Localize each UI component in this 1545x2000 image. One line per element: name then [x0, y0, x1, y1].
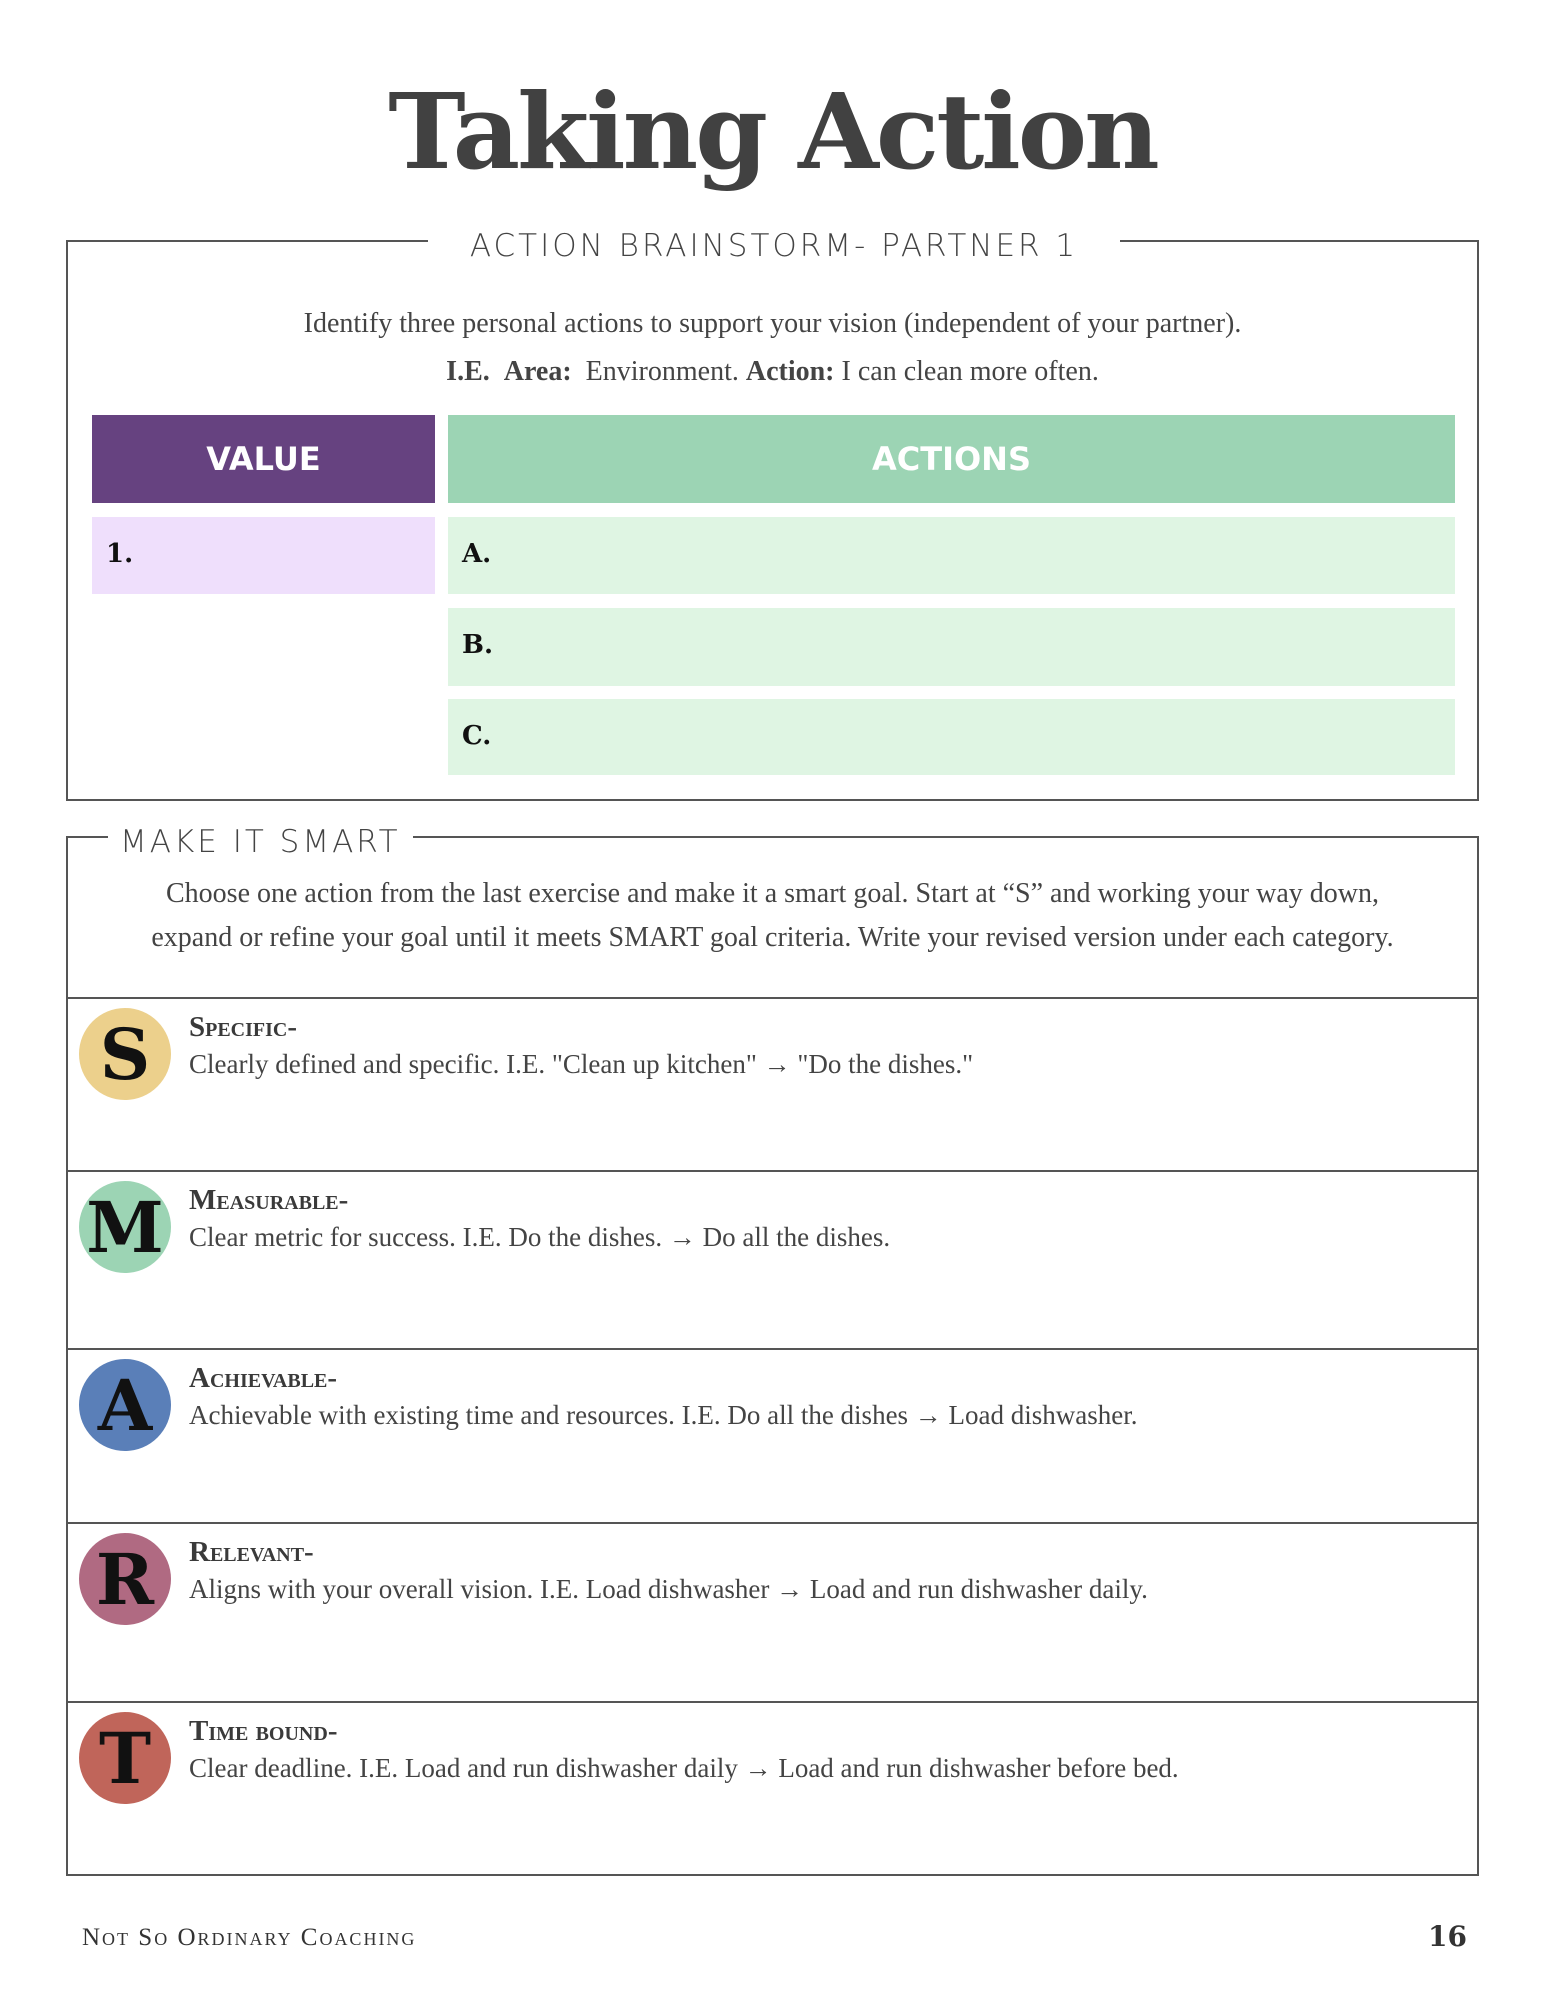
row-divider	[66, 997, 1479, 999]
achievable-heading: Achievable-	[189, 1362, 338, 1394]
area-value: Environment.	[585, 356, 739, 387]
achievable-letter-icon: A	[79, 1359, 171, 1451]
relevant-letter-icon: R	[79, 1533, 171, 1625]
brainstorm-legend: ACTION BRAINSTORM- PARTNER 1	[428, 228, 1120, 264]
time-bound-answer-area[interactable]	[189, 1796, 1459, 1866]
value-header: VALUE	[92, 415, 435, 503]
specific-answer-area[interactable]	[189, 1092, 1459, 1162]
time-bound-description: Clear deadline. I.E. Load and run dishwasher daily → Load and run dishwasher before bed.	[189, 1753, 1179, 1783]
action-value: I can clean more often.	[841, 356, 1099, 387]
value-field-1[interactable]: 1.	[92, 517, 435, 594]
smart-legend: MAKE IT SMART	[108, 824, 413, 860]
relevant-description: Aligns with your overall vision. I.E. Load dishwasher → Load and run dishwasher daily.	[189, 1574, 1148, 1604]
measurable-answer-area[interactable]	[189, 1265, 1459, 1335]
area-label: Area:	[503, 356, 572, 387]
time-bound-letter-icon: T	[79, 1712, 171, 1804]
action-field-b[interactable]: B.	[448, 608, 1455, 686]
specific-heading: Specific-	[189, 1011, 298, 1043]
achievable-answer-area[interactable]	[189, 1443, 1459, 1513]
achievable-description: Achievable with existing time and resources. I.E. Do all the dishes → Load dishwasher.	[189, 1400, 1138, 1430]
measurable-heading: Measurable-	[189, 1184, 349, 1216]
row-divider	[66, 1348, 1479, 1350]
page-title: Taking Action	[388, 70, 1157, 193]
relevant-answer-area[interactable]	[189, 1617, 1459, 1687]
action-field-a[interactable]: A.	[448, 517, 1455, 594]
page-number: 16	[1428, 1920, 1467, 1953]
measurable-description: Clear metric for success. I.E. Do the dishes. → Do all the dishes.	[189, 1222, 891, 1252]
actions-header: ACTIONS	[448, 415, 1455, 503]
specific-letter-icon: S	[79, 1008, 171, 1100]
ie-label: I.E.	[446, 356, 490, 387]
action-label: Action:	[745, 356, 835, 387]
measurable-letter-icon: M	[79, 1181, 171, 1273]
relevant-heading: Relevant-	[189, 1536, 314, 1568]
brainstorm-example	[0, 356, 1545, 388]
footer-brand: Not So Ordinary Coaching	[82, 1924, 417, 1951]
row-divider	[66, 1170, 1479, 1172]
specific-description: Clearly defined and specific. I.E. "Clean up kitchen" → "Do the dishes."	[189, 1049, 974, 1079]
row-divider	[66, 1701, 1479, 1703]
smart-instruction-2: expand or refine your goal until it meets SMART goal criteria. Write your revised version under each category.	[151, 922, 1394, 953]
action-field-c[interactable]: C.	[448, 699, 1455, 775]
row-divider	[66, 1522, 1479, 1524]
time-bound-heading: Time bound-	[189, 1715, 338, 1747]
brainstorm-instruction: Identify three personal actions to support your vision (independent of your partner).	[303, 308, 1242, 339]
smart-instruction-1: Choose one action from the last exercise and make it a smart goal. Start at “S” and working your way down,	[166, 878, 1379, 909]
